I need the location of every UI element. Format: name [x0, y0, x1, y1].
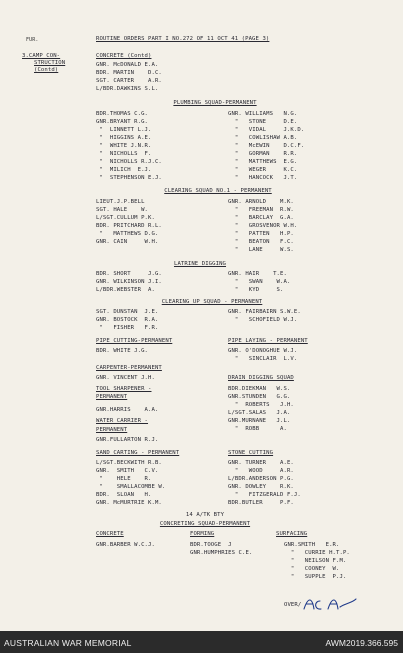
sand-entry: " HELE R. [96, 476, 152, 482]
clearing-left-entry: GNR. CAIN W.H. [96, 239, 159, 245]
pipelay-entry: GNR. O'DONOGHUE W.J. [228, 348, 298, 354]
tool-entry: GNR.HARRIS A.A. [96, 407, 159, 413]
concrete-col-entry: GNR.BARBER W.C.J. [96, 542, 155, 548]
plumbing-left-entry: " NICHOLLS F. [96, 151, 152, 157]
latrine-left-entry: L/BDR.WEBSTER A. [96, 287, 155, 293]
drain-entry: GNR.MURNANE J.L. [228, 418, 291, 424]
clearing-left-entry: LIEUT.J.P.BELL [96, 199, 145, 205]
plumbing-left-entry: " NICHOLLS R.J.C. [96, 159, 162, 165]
plumbing-left-entry: " MILICH E.J. [96, 167, 152, 173]
plumbing-left-entry: " HIGGINS A.E. [96, 135, 152, 141]
clearing-right-entry: " LANE W.S. [228, 247, 294, 253]
drain-entry: BDR.DIEKMAN W.S. [228, 386, 291, 392]
carpenter-entry: GNR. VINCENT J.H. [96, 375, 155, 381]
drain-entry: " ROBERTS J.H. [228, 402, 294, 408]
clearing-left-entry: L/SGT.CULLUM P.K. [96, 215, 155, 221]
pipelay-heading: PIPE LAYING - PERMANENT [228, 338, 308, 344]
drain-entry: " ROBB A. [228, 426, 287, 432]
clearing-right-entry: GNR. ARNOLD M.K. [228, 199, 294, 205]
surfacing-col-entry: " CURRIE H.T.P. [284, 550, 350, 556]
section-number-line2: STRUCTION [34, 60, 66, 66]
pipecut-heading: PIPE CUTTING-PERMANENT [96, 338, 173, 344]
sand-entry: " SMALLACOMBE W. [96, 484, 166, 490]
plumbing-right-entry: " McEWIN D.C.F. [228, 143, 305, 149]
plumbing-left-entry: BDR.THOMAS C.G. [96, 111, 149, 117]
concrete-heading: CONCRETE (Contd) [96, 53, 152, 59]
clearing-left-entry: SGT. HALE W. [96, 207, 149, 213]
concrete-entry: SGT. CARTER A.R. [96, 78, 162, 84]
page-header: ROUTINE ORDERS PART I NO.272 OF 11 OCT 41 (PAGE 3) [96, 36, 270, 42]
plumbing-right-entry: " COWLISHAW A.B. [228, 135, 298, 141]
plumbing-left-entry: " LINNETT L.J. [96, 127, 152, 133]
drain-entry: L/SGT.SALAS J.A. [228, 410, 291, 416]
stone-entry: " WOOD A.R. [228, 468, 294, 474]
plumbing-right-entry: GNR. WILLIAMS N.G. [228, 111, 298, 117]
clearing-right-entry: " BEATON F.C. [228, 239, 294, 245]
over-note: OVER/ [284, 602, 302, 608]
water-heading-line1: WATER CARRIER - [96, 418, 149, 424]
latrine-left-entry: GNR. WILKINSON J.I. [96, 279, 162, 285]
pipecut-entry: BDR. WHITE J.G. [96, 348, 149, 354]
clearup-right-entry: GNR. FAIRBAIRN S.W.E. [228, 309, 301, 315]
sand-entry: L/SGT.BECKWITH R.B. [96, 460, 162, 466]
water-heading-line2: PERMANENT [96, 427, 128, 433]
clearing-right-entry: " FREEMAN R.W. [228, 207, 294, 213]
latrine-right-entry: GNR. HAIR T.E. [228, 271, 287, 277]
clearing-right-entry: " PATTEN H.P. [228, 231, 294, 237]
clearing-right-entry: " BARCLAY G.A. [228, 215, 294, 221]
clearing-right-entry: " GROSVENOR W.H. [228, 223, 298, 229]
tool-heading-line2: PERMANENT [96, 394, 128, 400]
drain-entry: GNR.STUNDEN G.G. [228, 394, 291, 400]
surfacing-col-entry: " SUPPLE P.J. [284, 574, 347, 580]
stone-entry: GNR. TURNER A.E. [228, 460, 294, 466]
plumbing-right-entry: " MATTHEWS E.G. [228, 159, 298, 165]
sand-entry: GNR. McMURTRIE K.M. [96, 500, 162, 506]
concrete-entry: L/BDR.DAWKINS S.L. [96, 86, 159, 92]
section-number-line3: (Contd) [34, 67, 59, 73]
col-forming-heading: FORMING [190, 531, 215, 537]
tool-heading-line1: TOOL SHARPENER - [96, 386, 152, 392]
plumbing-left-entry: " WHITE J.N.R. [96, 143, 152, 149]
drain-heading: DRAIN DIGGING SQUAD [228, 375, 294, 381]
concreting-squad-heading: CONCRETING SQUAD-PERMANENT [159, 521, 251, 527]
footer-institution: AUSTRALIAN WAR MEMORIAL [4, 638, 132, 648]
section-number-line1: 3.CAMP CON- [22, 53, 61, 59]
stone-heading: STONE CUTTING [228, 450, 274, 456]
plumbing-right-entry: " HANCOCK J.T. [228, 175, 298, 181]
concrete-entry: GNR. McDONALD E.A. [96, 62, 159, 68]
stone-entry: BDR.BUTLER P.F. [228, 500, 294, 506]
carpenter-heading: CARPENTER-PERMANENT [96, 365, 162, 371]
clearing-left-entry: " MATTHEWS D.G. [96, 231, 159, 237]
latrine-right-entry: " KYD S. [228, 287, 284, 293]
stone-entry: L/BDR.ANDERSON P.G. [228, 476, 294, 482]
forming-col-entry: BDR.TOOGE J [190, 542, 232, 548]
stone-entry: " FITZGERALD F.J. [228, 492, 301, 498]
latrine-left-entry: BDR. SHORT J.G. [96, 271, 162, 277]
pipelay-entry: " SINCLAIR L.V. [228, 356, 298, 362]
forming-col-entry: GNR.HUMPHRIES C.E. [190, 550, 253, 556]
plumbing-right-entry: " WEGER K.C. [228, 167, 298, 173]
signature-scribble [300, 593, 360, 615]
footer-reference: AWM2019.366.595 [325, 638, 398, 648]
latrine-right-entry: " SWAN W.A. [228, 279, 291, 285]
plumbing-heading: PLUMBING SQUAD-PERMANENT [173, 100, 257, 106]
clearup-right-entry: " SCHOFIELD W.J. [228, 317, 298, 323]
surfacing-col-entry: GNR.SMITH E.R. [284, 542, 340, 548]
stone-entry: GNR. DOWLEY R.K. [228, 484, 294, 490]
clearing-heading: CLEARING SQUAD NO.1 - PERMANENT [164, 188, 272, 194]
clearup-heading: CLEARING UP SQUAD - PERMANENT [161, 299, 263, 305]
latrine-heading: LATRINE DIGGING [173, 261, 227, 267]
battery-heading: 14 A/TK BTY [185, 512, 225, 518]
concrete-entry: BDR. MARTIN D.C. [96, 70, 162, 76]
archive-footer [0, 631, 403, 653]
surfacing-col-entry: " COONEY W. [284, 566, 340, 572]
plumbing-right-entry: " VIDAL J.K.D. [228, 127, 305, 133]
sand-entry: BDR. SLOAN H. [96, 492, 152, 498]
clearing-left-entry: BDR. PRITCHARD R.L. [96, 223, 162, 229]
clearup-left-entry: GNR. BOSTOCK R.A. [96, 317, 159, 323]
clearup-left-entry: " FISHER F.R. [96, 325, 159, 331]
surfacing-col-entry: " NEILSON F.M. [284, 558, 347, 564]
plumbing-right-entry: " STONE D.E. [228, 119, 298, 125]
col-surfacing-heading: SURFACING [276, 531, 308, 537]
sand-entry: GNR. SMITH C.V. [96, 468, 159, 474]
col-concrete-heading: CONCRETE [96, 531, 124, 537]
plumbing-left-entry: GNR.BRYANT R.G. [96, 119, 149, 125]
plumbing-right-entry: " GORMAN R.R. [228, 151, 298, 157]
water-entry: GNR.FULLARTON R.J. [96, 437, 159, 443]
stamp-text: FUR. [26, 37, 39, 43]
plumbing-left-entry: " STEPHENSON E.J. [96, 175, 162, 181]
clearup-left-entry: SGT. DUNSTAN J.E. [96, 309, 159, 315]
sand-heading: SAND CARTING - PERMANENT [96, 450, 180, 456]
